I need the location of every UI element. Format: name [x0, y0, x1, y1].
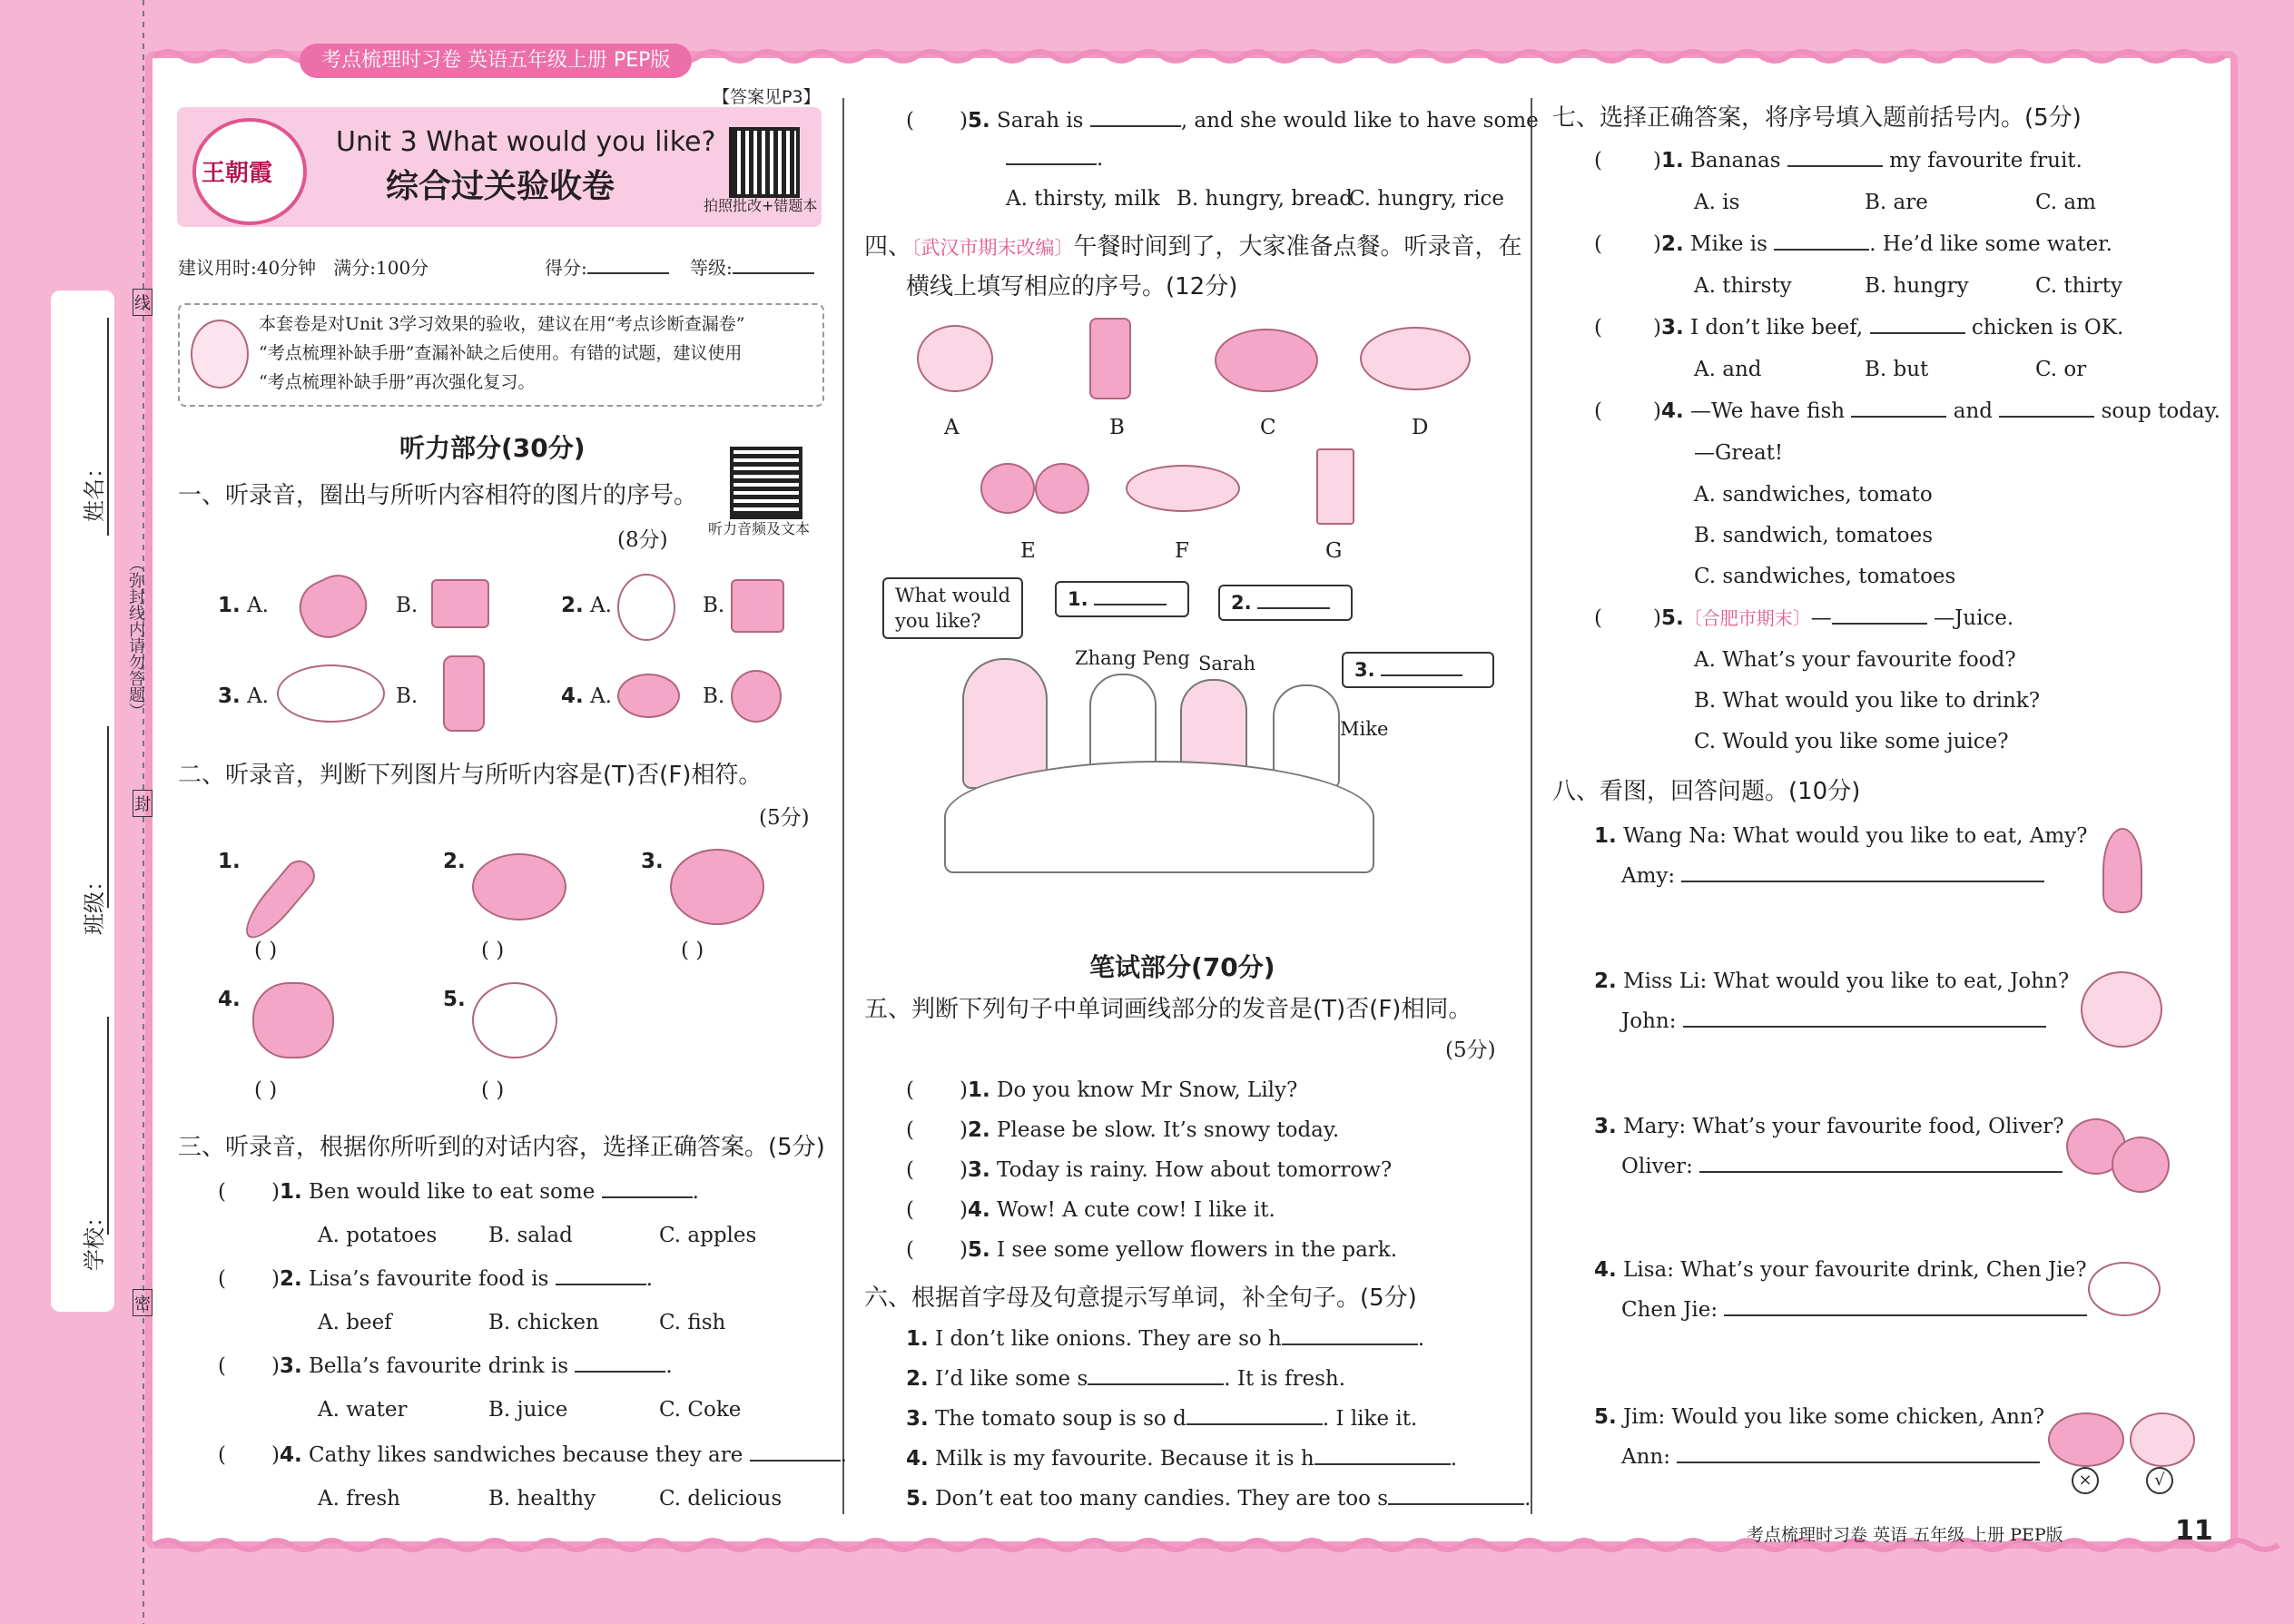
egg-icon[interactable] — [617, 674, 680, 718]
series-banner: 考点梳理时习卷 英语五年级上册 PEP版 — [300, 44, 692, 78]
fish-plate-icon — [1126, 465, 1240, 512]
score-field[interactable]: 得分: — [545, 254, 669, 281]
time-info: 建议用时:40分钟 满分:100分 — [178, 257, 429, 279]
s5-score: (5分) — [1445, 1038, 1496, 1062]
s2-paren-1[interactable]: ( ) — [254, 939, 278, 962]
answer-bubble-3[interactable]: 3. — [1342, 652, 1494, 688]
s4-title-2: 横线上填写相应的序号。(12分) — [906, 273, 1238, 300]
s2-paren-2[interactable]: ( ) — [481, 939, 505, 962]
rice-bowl-icon — [917, 325, 993, 392]
name-mike: Mike — [1340, 718, 1389, 740]
noodle-bowl-icon — [2081, 971, 2162, 1048]
listening-qr-caption: 听力音频及文本 — [708, 520, 811, 537]
s1-title: 一、听录音，圈出与所听内容相符的图片的序号。 — [178, 482, 698, 509]
tea-set-icon[interactable] — [277, 664, 385, 723]
onion-icon[interactable] — [731, 670, 782, 723]
ice-cream-icon[interactable] — [617, 574, 675, 641]
s5-title: 五、判断下列句子中单词画线部分的发音是(T)否(F)相同。 — [864, 996, 1472, 1023]
logo-text: 王朝霞 — [202, 160, 273, 187]
hamburger-icon[interactable] — [252, 982, 334, 1058]
dinner-table — [944, 761, 1374, 873]
listening-title: 听力部分(30分) — [399, 433, 586, 463]
cake-plate-icon[interactable] — [472, 853, 566, 920]
note-line-3: “考点梳理补缺手册”再次强化复习。 — [259, 372, 536, 392]
s8-title: 八、看图，回答问题。(10分) — [1552, 778, 1861, 805]
class-label: 班级： — [82, 870, 107, 935]
s2-score: (5分) — [759, 806, 810, 830]
sandwich-icon[interactable] — [431, 579, 489, 628]
answer-bubble-1[interactable]: 1. — [1055, 581, 1189, 617]
note-line-2: “考点梳理补缺手册”查漏补缺之后使用。有错的试题，建议使用 — [259, 343, 743, 363]
seal-mark-3: 密 — [133, 1289, 153, 1316]
school-line — [107, 1017, 109, 1235]
exam-title: 综合过关验收卷 — [386, 168, 615, 205]
answer-ref: 【答案见P3】 — [713, 87, 821, 107]
roast-chicken-icon — [1215, 329, 1318, 392]
teacup-icon — [2088, 1262, 2161, 1316]
girl-avatar — [191, 320, 249, 389]
ice-cream-cone-icon — [2102, 828, 2142, 913]
s2-title: 二、听录音，判断下列图片与所听内容是(T)否(F)相符。 — [178, 762, 763, 789]
written-title: 笔试部分(70分) — [1089, 952, 1275, 982]
tomato-icon — [980, 463, 1035, 514]
cross-mark: × — [2072, 1467, 2099, 1494]
check-mark: √ — [2146, 1467, 2173, 1494]
s1-score: (8分) — [617, 528, 668, 552]
cake-icon[interactable] — [731, 579, 784, 633]
pizza-plate-icon — [1360, 327, 1471, 390]
level-field[interactable]: 等级: — [690, 254, 814, 281]
tomato-icon-2 — [1035, 463, 1089, 514]
answer-bubble-2[interactable]: 2. — [1218, 585, 1353, 621]
speech-bubble: What would you like? — [882, 577, 1023, 639]
seal-note: （弥封线内请勿答题） — [126, 556, 145, 719]
seal-mark-1: 线 — [133, 289, 153, 316]
name-line — [107, 318, 109, 536]
binding-strip — [51, 290, 114, 1312]
meat-plate-icon — [2130, 1412, 2195, 1467]
s6-title: 六、根据首字母及句意提示写单词，补全句子。(5分) — [864, 1284, 1417, 1312]
chicken-icon — [2048, 1412, 2124, 1467]
class-line — [107, 726, 109, 908]
s7-title: 七、选择正确答案，将序号填入题前括号内。(5分) — [1552, 104, 2082, 132]
qr-caption: 拍照批改+错题本 — [704, 197, 818, 214]
qr-code[interactable] — [729, 127, 800, 198]
name-label: 姓名： — [82, 457, 107, 522]
s2-paren-3[interactable]: ( ) — [681, 939, 704, 962]
s4-title: 四、〔武汉市期末改编〕午餐时间到了，大家准备点餐。听录音，在 — [864, 233, 1522, 261]
school-label: 学校： — [82, 1206, 107, 1271]
column-divider-2 — [1531, 98, 1532, 1514]
listening-qr[interactable] — [730, 447, 802, 519]
note-line-1: 本套卷是对Unit 3学习效果的验收，建议在用“考点诊断查漏卷” — [259, 314, 745, 334]
drink-cup-icon — [1089, 318, 1131, 399]
s2-paren-4[interactable]: ( ) — [254, 1078, 278, 1102]
peppers-icon[interactable] — [472, 982, 557, 1058]
mother-figure — [962, 658, 1048, 789]
column-divider-1 — [842, 98, 844, 1514]
juice-icon[interactable] — [443, 655, 485, 732]
s3-title: 三、听录音，根据你所听到的对话内容，选择正确答案。(5分) — [178, 1134, 825, 1161]
name-zhang-peng: Zhang Peng — [1075, 647, 1190, 669]
tomatoes-icon[interactable] — [670, 849, 764, 925]
footer-text: 考点梳理时习卷 英语 五年级 上册 PEP版 — [1747, 1525, 2063, 1545]
seal-mark-2: 封 — [133, 790, 153, 817]
unit-title: Unit 3 What would you like? — [336, 126, 716, 158]
hamburger-icon-3 — [2112, 1137, 2170, 1193]
page-number: 11 — [2175, 1515, 2213, 1547]
name-sarah: Sarah — [1198, 653, 1255, 674]
s2-paren-5[interactable]: ( ) — [481, 1078, 505, 1102]
milk-carton-icon — [1316, 448, 1354, 525]
